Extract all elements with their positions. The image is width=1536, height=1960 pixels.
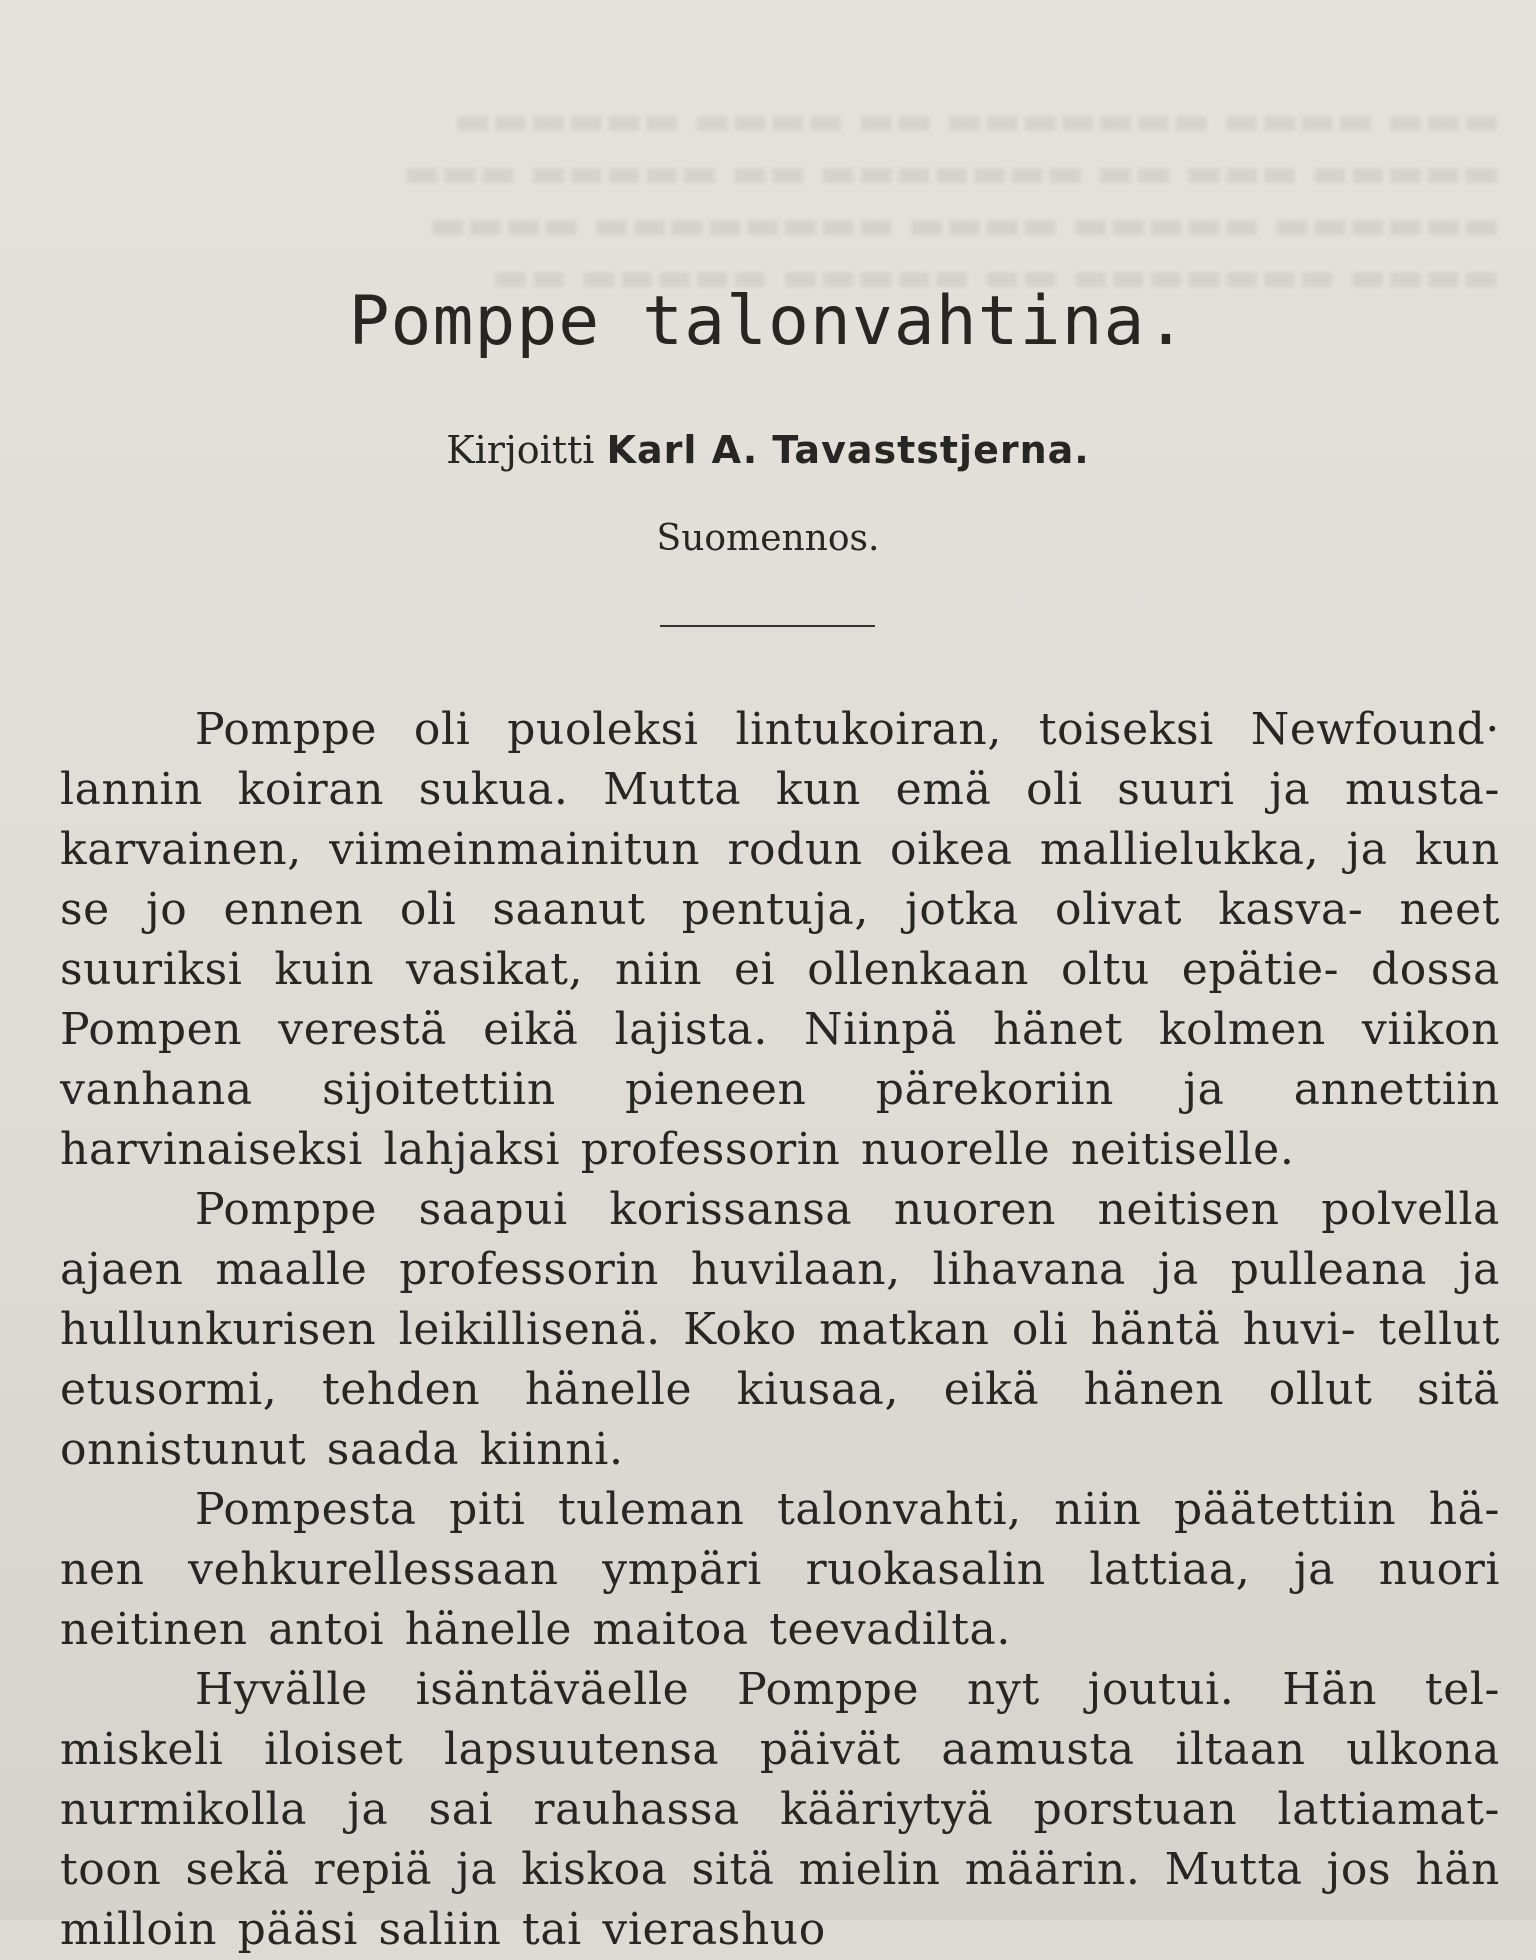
paragraph-3: Pompesta piti tuleman talonvahti, niin päätettiin hä- nen vehkurellessaan ympäri ruokasalin lattiaa, ja nuori neitinen antoi hänelle maitoa teevadilta.	[60, 1484, 1500, 1655]
bleed-through-texture: ▬▬▬ ▬▬▬▬ ▬▬▬▬▬▬▬ ▬▬ ▬▬▬▬ ▬▬▬▬▬▬ ▬▬▬▬▬ ▬▬▬ ▬▬ ▬▬▬▬▬▬▬ ▬▬ ▬▬▬▬▬ ▬▬▬ ▬▬▬▬▬▬ ▬▬▬▬▬ ▬▬▬▬ ▬▬▬▬▬▬▬▬ ▬▬▬▬ ▬▬▬▬ ▬▬▬▬▬▬▬ ▬▬ ▬▬▬▬▬ ▬▬▬▬▬ ▬▬	[403, 98, 1500, 300]
author-name: Karl A. Tavaststjerna.	[606, 428, 1090, 472]
section-divider	[660, 625, 875, 627]
paragraph-4: Hyvälle isäntäväelle Pomppe nyt joutui. Hän tel- miskeli iloiset lapsuutensa päivät aamusta iltaan ulkona nurmikolla ja sai rauhassa kääriytyä porstuan lattiamat- toon sekä repiä ja kiskoa sitä mielin määrin. Mutta jos hän milloin pääsi saliin tai vierashuo	[60, 1664, 1500, 1955]
paragraph-2: Pomppe saapui korissansa nuoren neitisen polvella ajaen maalle professorin huvilaan, lihavana ja pulleana ja hullunkurisen leikillisenä. Koko matkan oli häntä huvi- tellut etusormi, tehden hänelle kiusaa, eikä hänen ollut sitä onnistunut saada kiinni.	[60, 1184, 1500, 1475]
byline-prefix: Kirjoitti	[446, 428, 607, 472]
translation-note: Suomennos.	[656, 518, 880, 559]
paragraph-1: Pomppe oli puoleksi lintukoiran, toiseksi Newfound· lannin koiran sukua. Mutta kun emä oli suuri ja musta- karvainen, viimeinmainitun rodun oikea mallielukka, ja kun se jo ennen oli saanut pentuja, jotka olivat kasva- neet suuriksi kuin vasikat, niin ei ollenkaan oltu epätie- dossa Pompen verestä eikä lajista. Niinpä hänet kolmen viikon vanhana sijoitettiin pieneen pärekoriin ja annettiin harvinaiseksi lahjaksi professorin nuorelle neitiselle.	[60, 704, 1500, 1175]
story-body	[60, 700, 1500, 1960]
story-title: Pomppe talonvahtina.	[348, 282, 1188, 361]
byline	[0, 428, 1536, 472]
